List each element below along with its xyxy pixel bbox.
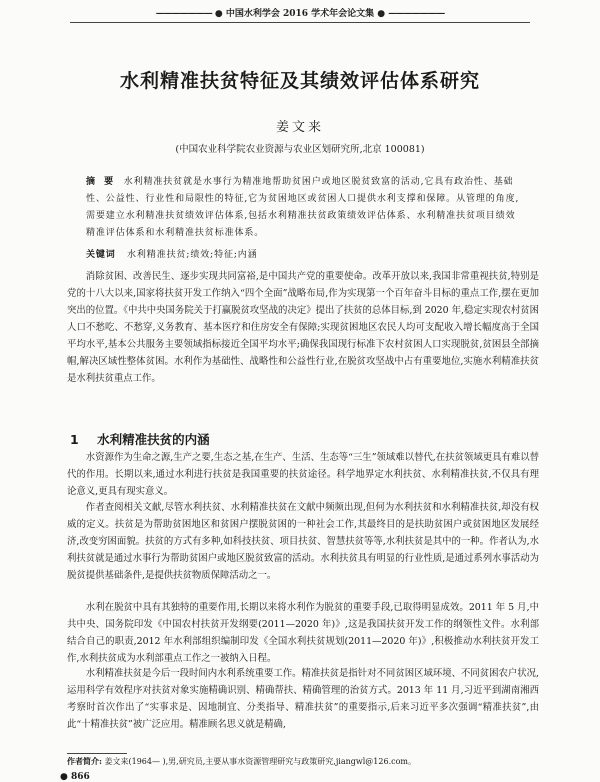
author-name: 姜文来 bbox=[275, 120, 324, 135]
body-paragraph: 作者查阅相关文献,尽管水利扶贫、水利精准扶贫在文献中频频出现,但何为水利扶贫和水利精准扶贫,却没有权威的定义。扶贫是为帮助贫困地区和贫困户摆脱贫困的一种社会工作,其最终目的是扶助贫困户或贫困地区发展经济,改变穷困面貌。扶贫的方式有多种,如科技扶贫、项目扶贫、智慧扶贫等等,水利扶贫是其中的一种。作者认为,水利扶贫就是通过水事行为帮助贫困户或地区脱贫致富的活动。水利扶贫具有明显的行业性质,是通过系列水事活动为脱贫提供基础条件,是提供扶贫物质保障活动之一。 bbox=[67, 502, 539, 581]
running-head-right-rule: ——————— bbox=[388, 9, 445, 19]
header-rule bbox=[70, 22, 530, 23]
running-head-bullet-right: ● bbox=[377, 9, 386, 19]
keywords-label: 关键词 bbox=[86, 250, 116, 260]
keywords-text: 水利精准扶贫;绩效;特征;内涵 bbox=[127, 250, 258, 260]
author-footnote bbox=[67, 756, 547, 767]
body-paragraph: 水资源作为生命之源,生产之要,生态之基,在生产、生活、生态等“三生”领域难以替代,在扶贫领域更具有难以替代的作用。长期以来,通过水利进行扶贫是我国重要的扶贫途径。科学地界定水利扶贫、水利精准扶贫,不仅具有理论意义,更具有现实意义。 bbox=[67, 452, 539, 497]
footnote-label: 作者简介: bbox=[67, 756, 102, 766]
abstract bbox=[86, 174, 520, 242]
abstract-text: 水利精准扶贫就是水事行为精准地帮助贫困户或地区脱贫致富的活动,它具有政治性、基础性、公益性、行业性和局限性的特征,它为贫困地区或贫困人口提供水利支撑和保障。从管理的角度,需要建立水利精准扶贫绩效评估体系,包括水利精准扶贫政策绩效评估体系、水利精准扶贫项目绩效精准评估体系和水利精准扶贫标准体系。 bbox=[86, 177, 520, 238]
page-number-value: 866 bbox=[71, 772, 90, 782]
footnote-text: 姜文来(1964— ),男,研究员,主要从事水资源管理研究与政策研究,jiangwl@126.com。 bbox=[104, 757, 416, 766]
body-paragraph: 水利精准扶贫是今后一段时间内水利系统重要工作。精准扶贫是指针对不同贫困区域环境、不同贫困农户状况,运用科学有效程序对扶贫对象实施精确识别、精确帮扶、精确管理的治贫方式。2013 年 11 月,习近平到湖南湘西考察时首次作出了“实事求是、因地制宜、分类指导、精准扶贫”的重要指示,后来习近平多次强调“精准扶贫”,由此“十精准扶贫”被广泛应用。精准顾名思义就是精确, bbox=[67, 668, 539, 730]
section-heading bbox=[70, 430, 210, 448]
running-head-left-rule: ——————— bbox=[155, 9, 212, 19]
intro-paragraph: 消除贫困、改善民生、逐步实现共同富裕,是中国共产党的重要使命。改革开放以来,我国非常重视扶贫,特别是党的十八大以来,国家将扶贫开发工作纳入“四个全面”战略布局,作为实现第一个百年奋斗目标的重点工作,摆在更加突出的位置。《中共中央国务院关于打赢脱贫攻坚战的决定》提出了扶贫的总体目标,到 2020 年,稳定实现农村贫困人口不愁吃、不愁穿,义务教育、基本医疗和住房安全有保障;实现贫困地区农民人均可支配收入增长幅度高于全国平均水平,基本公共服务主要领域指标接近全国平均水平;确保我国现行标准下农村贫困人口实现脱贫,贫困县全部摘帽,解决区域性整体贫困。水利作为基础性、战略性和公益性行业,在脱贫攻坚战中占有重要地位,实施水利精准扶贫是水利扶贫重点工作。 bbox=[67, 271, 539, 384]
body-paragraph: 水利在脱贫中具有其独特的重要作用,长期以来将水利作为脱贫的重要手段,已取得明显成效。2011 年 5 月,中共中央、国务院印发《中国农村扶贫开发纲要(2011—2020 年)》,这是我国扶贫开发工作的纲领性文件。水利部结合自己的职责,2012 年水利部组织编制印发《全国水利扶贫规划(2011—2020 年)》,积极推动水利扶贫开发工作,水利扶贫成为水利部重点工作之一被纳入日程。 bbox=[67, 602, 539, 664]
section-title: 水利精准扶贫的内涵 bbox=[97, 432, 210, 447]
paper-title: 水利精准扶贫特征及其绩效评估体系研究 bbox=[119, 70, 480, 92]
running-head-bullet-left: ● bbox=[214, 9, 223, 19]
keywords bbox=[86, 247, 520, 260]
running-head-text: 中国水利学会 2016 学术年会论文集 bbox=[225, 9, 375, 19]
footnote-rule bbox=[67, 753, 127, 754]
running-head bbox=[0, 6, 600, 19]
section-number: 1 bbox=[70, 432, 79, 447]
author-affiliation: (中国农业科学院农业资源与农业区划研究所,北京 100081) bbox=[175, 144, 425, 155]
page-number-bullet: ● bbox=[60, 772, 68, 782]
abstract-label: 摘 要 bbox=[86, 177, 117, 187]
